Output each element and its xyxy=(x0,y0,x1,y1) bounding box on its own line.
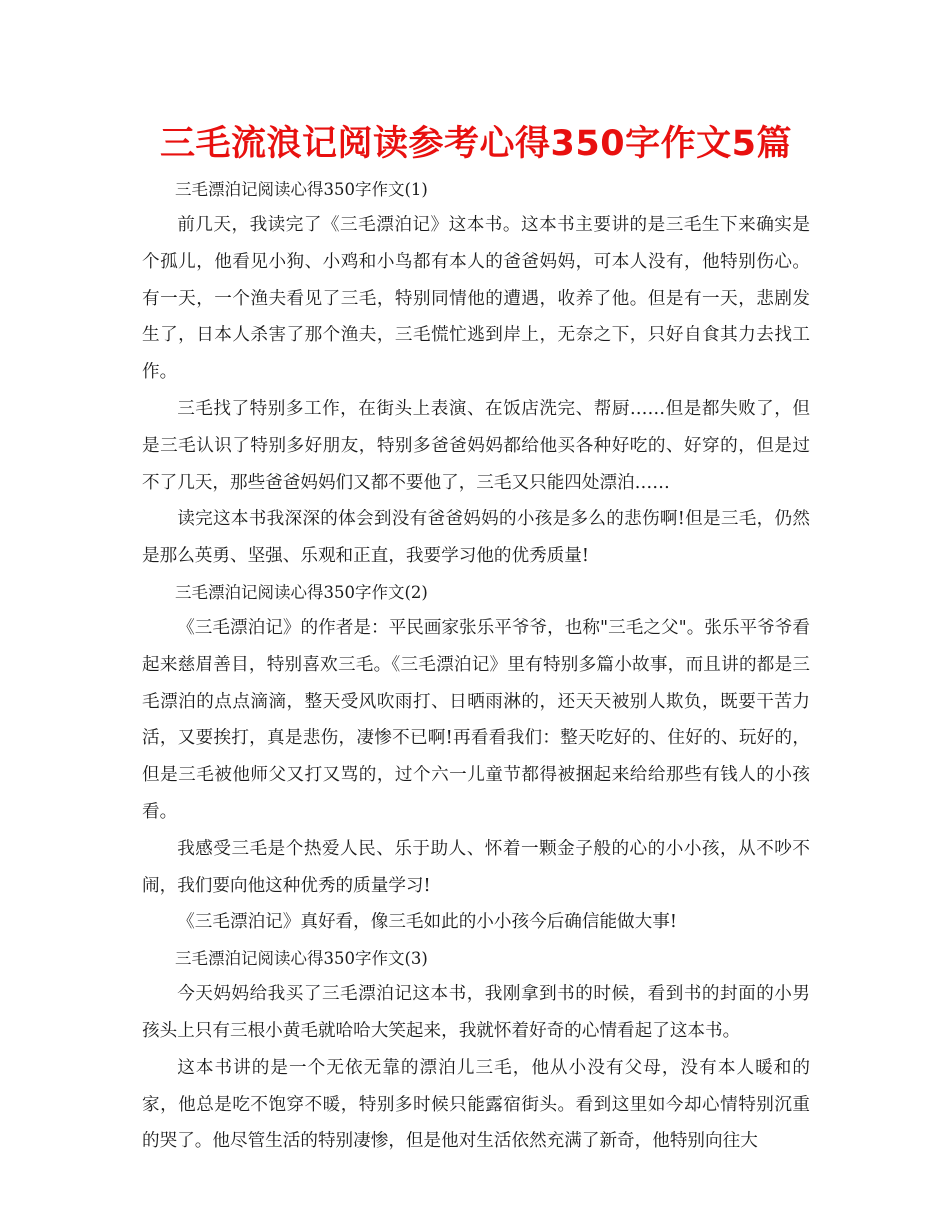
paragraph: 读完这本书我深深的体会到没有爸爸妈妈的小孩是多么的悲伤啊!但是三毛，仍然是那么英勇、坚强、乐观和正直，我要学习他的优秀质量! xyxy=(142,509,810,567)
document-page xyxy=(142,118,810,1160)
paragraph: 《三毛漂泊记》真好看，像三毛如此的小小孩今后确信能做大事! xyxy=(177,912,677,933)
paragraph: 前几天，我读完了《三毛漂泊记》这本书。这本书主要讲的是三毛生下来确实是个孤儿，他看见小狗、小鸡和小鸟都有本人的爸爸妈妈，可本人没有，他特别伤心。有一天，一个渔夫看见了三毛，特别同情他的遭遇，收养了他。但是有一天，悲剧发生了，日本人杀害了那个渔夫，三毛慌忙逃到岸上，无奈之下，只好自食其力去找工作。 xyxy=(142,215,810,383)
section-heading: 三毛漂泊记阅读心得350字作文(3) xyxy=(175,949,428,969)
paragraph: 今天妈妈给我买了三毛漂泊记这本书，我刚拿到书的时候，看到书的封面的小男孩头上只有三根小黄毛就哈哈大笑起来，我就怀着好奇的心情看起了这本书。 xyxy=(142,984,810,1041)
paragraph: 《三毛漂泊记》的作者是：平民画家张乐平爷爷，也称"三毛之父"。张乐平爷爷看起来慈眉善目，特别喜欢三毛。《三毛漂泊记》里有特别多篇小故事，而且讲的都是三毛漂泊的点点滴滴，整天受风吹雨打、日晒雨淋的，还天天被别人欺负，既要干苦力活，又要挨打，真是悲伤，凄惨不已啊!再看看我们：整天吃好的、住好的、玩好的，但是三毛被他师父又打又骂的，过个六一儿童节都得被捆起来给给那些有钱人的小孩看。 xyxy=(142,617,810,822)
section-heading: 三毛漂泊记阅读心得350字作文(2) xyxy=(175,582,428,602)
document-body xyxy=(142,172,810,1160)
paragraph: 这本书讲的是一个无依无靠的漂泊儿三毛，他从小没有父母，没有本人暖和的家，他总是吃不饱穿不暖，特别多时候只能露宿街头。看到这里如今却心情特别沉重的哭了。他尽管生活的特别凄惨，但是他对生活依然充满了新奇，他特别向往大 xyxy=(142,1057,810,1152)
document-title: 三毛流浪记阅读参考心得350字作文5篇 xyxy=(160,124,792,164)
section-heading: 三毛漂泊记阅读心得350字作文(1) xyxy=(175,180,428,199)
paragraph: 我感受三毛是个热爱人民、乐于助人、怀着一颗金子般的心的小小孩，从不吵不闹，我们要向他这种优秀的质量学习! xyxy=(142,838,810,896)
paragraph: 三毛找了特别多工作，在街头上表演、在饭店洗完、帮厨……但是都失败了，但是三毛认识了特别多好朋友，特别多爸爸妈妈都给他买各种好吃的、好穿的，但是过不了几天，那些爸爸妈妈们又都不要他了，三毛又只能四处漂泊…… xyxy=(142,398,810,493)
